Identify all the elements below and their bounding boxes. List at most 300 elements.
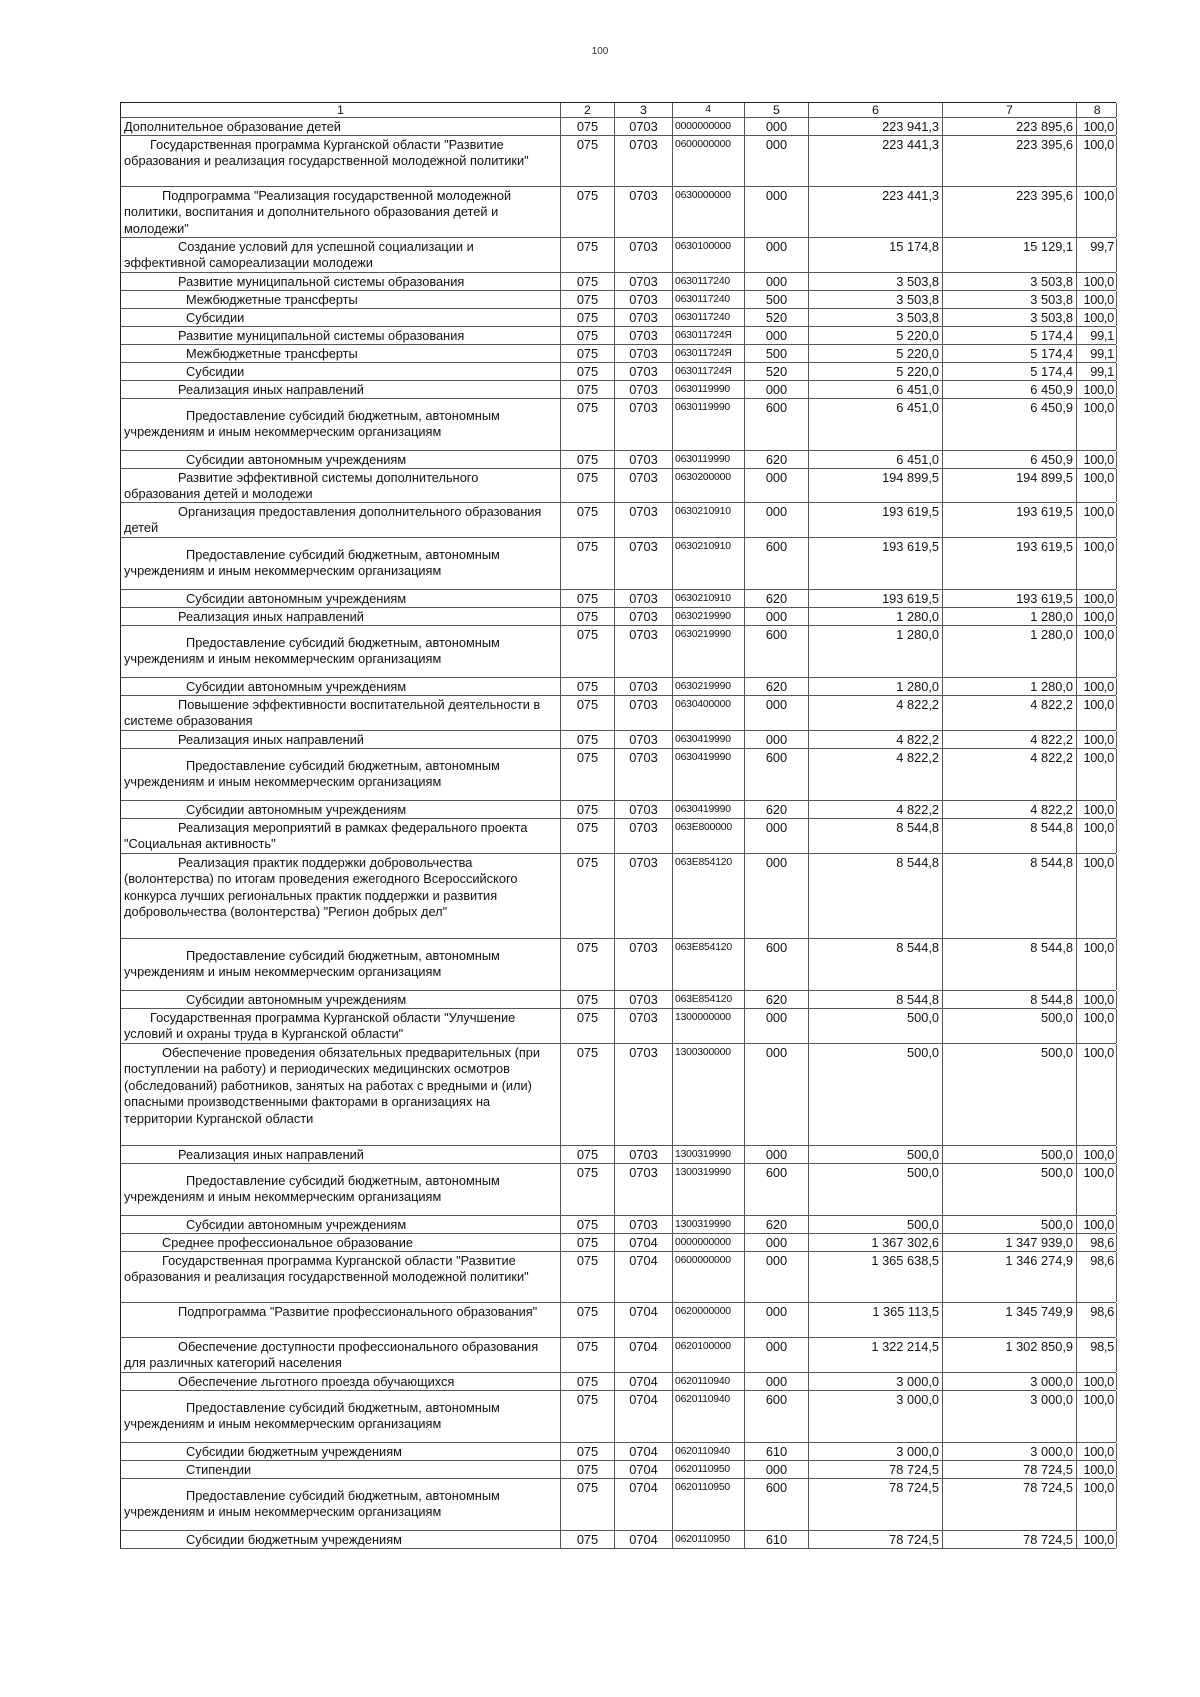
- row-actual-amount-cell: 223 395,6: [943, 136, 1077, 186]
- row-expense-type-cell: 620: [745, 590, 809, 607]
- row-percent-cell: 98,6: [1077, 1234, 1117, 1251]
- row-section-cell: 0703: [615, 136, 673, 186]
- row-name-cell: Предоставление субсидий бюджетным, автономным учреждениям и иным некоммерческим организациям: [121, 749, 561, 800]
- row-expense-type-cell: 000: [745, 1146, 809, 1163]
- row-target-code-cell: 063E854120: [673, 939, 745, 990]
- row-actual-amount-cell: 15 129,1: [943, 238, 1077, 272]
- row-grbs-cell: 075: [561, 678, 615, 695]
- table-row: [120, 538, 1116, 590]
- row-expense-type-cell: 000: [745, 381, 809, 398]
- row-percent-cell: 98,6: [1077, 1303, 1117, 1337]
- row-actual-amount-cell: 6 450,9: [943, 399, 1077, 450]
- row-grbs-cell: 075: [561, 381, 615, 398]
- row-section-cell: 0703: [615, 939, 673, 990]
- row-name-cell: Предоставление субсидий бюджетным, автономным учреждениям и иным некоммерческим организациям: [121, 626, 561, 677]
- header-col-4: 4: [673, 103, 745, 117]
- table-row: [120, 1303, 1116, 1338]
- row-planned-amount-cell: 6 451,0: [809, 451, 943, 468]
- header-col-6: 6: [809, 103, 943, 117]
- row-grbs-cell: 075: [561, 1234, 615, 1251]
- row-expense-type-cell: 000: [745, 1461, 809, 1478]
- row-actual-amount-cell: 3 000,0: [943, 1391, 1077, 1442]
- row-target-code-cell: 063E854120: [673, 854, 745, 938]
- row-actual-amount-cell: 8 544,8: [943, 819, 1077, 853]
- row-expense-type-cell: 000: [745, 1303, 809, 1337]
- header-col-5: 5: [745, 103, 809, 117]
- row-actual-amount-cell: 500,0: [943, 1216, 1077, 1233]
- row-expense-type-cell: 000: [745, 503, 809, 537]
- row-section-cell: 0703: [615, 731, 673, 748]
- table-row: [120, 291, 1116, 309]
- row-percent-cell: 100,0: [1077, 939, 1117, 990]
- table-row: [120, 991, 1116, 1009]
- row-expense-type-cell: 600: [745, 1164, 809, 1215]
- row-actual-amount-cell: 223 895,6: [943, 118, 1077, 135]
- row-planned-amount-cell: 3 503,8: [809, 309, 943, 326]
- row-percent-cell: 100,0: [1077, 819, 1117, 853]
- row-actual-amount-cell: 500,0: [943, 1009, 1077, 1043]
- row-section-cell: 0703: [615, 1216, 673, 1233]
- row-planned-amount-cell: 193 619,5: [809, 503, 943, 537]
- row-expense-type-cell: 000: [745, 469, 809, 502]
- row-expense-type-cell: 600: [745, 538, 809, 589]
- row-planned-amount-cell: 8 544,8: [809, 991, 943, 1008]
- row-actual-amount-cell: 1 347 939,0: [943, 1234, 1077, 1251]
- header-col-3: 3: [615, 103, 673, 117]
- row-percent-cell: 100,0: [1077, 1391, 1117, 1442]
- row-expense-type-cell: 620: [745, 451, 809, 468]
- table-row: [120, 1391, 1116, 1443]
- row-grbs-cell: 075: [561, 469, 615, 502]
- row-section-cell: 0703: [615, 608, 673, 625]
- row-planned-amount-cell: 194 899,5: [809, 469, 943, 502]
- row-grbs-cell: 075: [561, 1303, 615, 1337]
- table-row: [120, 136, 1116, 187]
- header-col-7: 7: [943, 103, 1077, 117]
- row-percent-cell: 100,0: [1077, 1461, 1117, 1478]
- row-section-cell: 0703: [615, 538, 673, 589]
- row-target-code-cell: 0620100000: [673, 1338, 745, 1372]
- row-planned-amount-cell: 500,0: [809, 1164, 943, 1215]
- table-row: [120, 381, 1116, 399]
- row-target-code-cell: 0620110950: [673, 1479, 745, 1530]
- row-expense-type-cell: 000: [745, 238, 809, 272]
- row-section-cell: 0703: [615, 1146, 673, 1163]
- row-grbs-cell: 075: [561, 345, 615, 362]
- row-target-code-cell: 063E800000: [673, 819, 745, 853]
- row-section-cell: 0703: [615, 451, 673, 468]
- table-header-row: [120, 102, 1116, 118]
- row-grbs-cell: 075: [561, 1164, 615, 1215]
- row-target-code-cell: 0630117240: [673, 309, 745, 326]
- row-planned-amount-cell: 3 503,8: [809, 291, 943, 308]
- row-section-cell: 0703: [615, 273, 673, 290]
- row-name-cell: Дополнительное образование детей: [121, 118, 561, 135]
- row-expense-type-cell: 000: [745, 608, 809, 625]
- table-row: [120, 273, 1116, 291]
- row-percent-cell: 99,1: [1077, 363, 1117, 380]
- row-expense-type-cell: 000: [745, 1373, 809, 1390]
- row-actual-amount-cell: 78 724,5: [943, 1461, 1077, 1478]
- row-target-code-cell: 0630117240: [673, 273, 745, 290]
- row-target-code-cell: 1300319990: [673, 1146, 745, 1163]
- row-planned-amount-cell: 500,0: [809, 1009, 943, 1043]
- row-grbs-cell: 075: [561, 1443, 615, 1460]
- row-grbs-cell: 075: [561, 608, 615, 625]
- row-actual-amount-cell: 5 174,4: [943, 345, 1077, 362]
- table-row: [120, 399, 1116, 451]
- row-name-cell: Субсидии бюджетным учреждениям: [121, 1443, 561, 1460]
- row-name-cell: Государственная программа Курганской области "Улучшение условий и охраны труда в Курганской области": [121, 1009, 561, 1043]
- row-percent-cell: 100,0: [1077, 749, 1117, 800]
- row-section-cell: 0703: [615, 345, 673, 362]
- row-actual-amount-cell: 4 822,2: [943, 731, 1077, 748]
- row-grbs-cell: 075: [561, 991, 615, 1008]
- row-name-cell: Обеспечение доступности профессионального образования для различных категорий населения: [121, 1338, 561, 1372]
- row-name-cell: Субсидии автономным учреждениям: [121, 991, 561, 1008]
- page-number: 100: [591, 46, 609, 57]
- table-row: [120, 678, 1116, 696]
- row-target-code-cell: 0620110940: [673, 1391, 745, 1442]
- row-percent-cell: 100,0: [1077, 469, 1117, 502]
- row-name-cell: Межбюджетные трансферты: [121, 291, 561, 308]
- row-actual-amount-cell: 223 395,6: [943, 187, 1077, 237]
- row-planned-amount-cell: 223 441,3: [809, 187, 943, 237]
- row-percent-cell: 100,0: [1077, 381, 1117, 398]
- row-section-cell: 0703: [615, 749, 673, 800]
- row-planned-amount-cell: 193 619,5: [809, 538, 943, 589]
- row-percent-cell: 100,0: [1077, 291, 1117, 308]
- row-target-code-cell: 0000000000: [673, 1234, 745, 1251]
- row-percent-cell: 100,0: [1077, 309, 1117, 326]
- row-planned-amount-cell: 4 822,2: [809, 731, 943, 748]
- row-section-cell: 0703: [615, 381, 673, 398]
- row-expense-type-cell: 600: [745, 939, 809, 990]
- row-target-code-cell: 0630117240: [673, 291, 745, 308]
- row-expense-type-cell: 000: [745, 731, 809, 748]
- row-section-cell: 0703: [615, 291, 673, 308]
- row-expense-type-cell: 620: [745, 1216, 809, 1233]
- row-expense-type-cell: 000: [745, 118, 809, 135]
- row-section-cell: 0703: [615, 1164, 673, 1215]
- table-row: [120, 1373, 1116, 1391]
- row-target-code-cell: 0630419990: [673, 801, 745, 818]
- row-section-cell: 0703: [615, 1044, 673, 1145]
- row-planned-amount-cell: 5 220,0: [809, 327, 943, 344]
- row-actual-amount-cell: 8 544,8: [943, 939, 1077, 990]
- row-percent-cell: 100,0: [1077, 991, 1117, 1008]
- row-planned-amount-cell: 1 365 113,5: [809, 1303, 943, 1337]
- table-row: [120, 309, 1116, 327]
- row-grbs-cell: 075: [561, 187, 615, 237]
- row-actual-amount-cell: 1 280,0: [943, 626, 1077, 677]
- row-expense-type-cell: 000: [745, 1252, 809, 1302]
- row-percent-cell: 100,0: [1077, 608, 1117, 625]
- row-actual-amount-cell: 4 822,2: [943, 749, 1077, 800]
- row-expense-type-cell: 600: [745, 399, 809, 450]
- row-name-cell: Субсидии бюджетным учреждениям: [121, 1531, 561, 1548]
- row-target-code-cell: 0620110940: [673, 1443, 745, 1460]
- row-grbs-cell: 075: [561, 538, 615, 589]
- row-grbs-cell: 075: [561, 939, 615, 990]
- row-target-code-cell: 063011724Я: [673, 327, 745, 344]
- table-row: [120, 626, 1116, 678]
- row-section-cell: 0703: [615, 696, 673, 730]
- row-section-cell: 0703: [615, 118, 673, 135]
- row-grbs-cell: 075: [561, 801, 615, 818]
- row-section-cell: 0703: [615, 238, 673, 272]
- row-expense-type-cell: 000: [745, 1234, 809, 1251]
- row-name-cell: Субсидии автономным учреждениям: [121, 451, 561, 468]
- row-percent-cell: 100,0: [1077, 503, 1117, 537]
- row-planned-amount-cell: 223 941,3: [809, 118, 943, 135]
- row-section-cell: 0704: [615, 1373, 673, 1390]
- row-grbs-cell: 075: [561, 819, 615, 853]
- row-expense-type-cell: 600: [745, 749, 809, 800]
- table-row: [120, 451, 1116, 469]
- row-grbs-cell: 075: [561, 626, 615, 677]
- row-expense-type-cell: 620: [745, 991, 809, 1008]
- row-planned-amount-cell: 78 724,5: [809, 1461, 943, 1478]
- row-expense-type-cell: 000: [745, 819, 809, 853]
- row-actual-amount-cell: 3 000,0: [943, 1443, 1077, 1460]
- row-actual-amount-cell: 5 174,4: [943, 363, 1077, 380]
- row-name-cell: Межбюджетные трансферты: [121, 345, 561, 362]
- row-name-cell: Субсидии: [121, 363, 561, 380]
- row-expense-type-cell: 000: [745, 854, 809, 938]
- row-target-code-cell: 0620110950: [673, 1461, 745, 1478]
- table-row: [120, 1216, 1116, 1234]
- row-name-cell: Повышение эффективности воспитательной деятельности в системе образования: [121, 696, 561, 730]
- row-actual-amount-cell: 78 724,5: [943, 1531, 1077, 1548]
- table-row: [120, 819, 1116, 854]
- row-target-code-cell: 0630419990: [673, 731, 745, 748]
- row-target-code-cell: 0630210910: [673, 538, 745, 589]
- row-target-code-cell: 0600000000: [673, 136, 745, 186]
- row-actual-amount-cell: 5 174,4: [943, 327, 1077, 344]
- row-name-cell: Создание условий для успешной социализации и эффективной самореализации молодежи: [121, 238, 561, 272]
- row-name-cell: Государственная программа Курганской области "Развитие образования и реализация государственной молодежной политики": [121, 136, 561, 186]
- row-percent-cell: 100,0: [1077, 399, 1117, 450]
- table-row: [120, 1479, 1116, 1531]
- row-actual-amount-cell: 1 302 850,9: [943, 1338, 1077, 1372]
- row-target-code-cell: 1300319990: [673, 1216, 745, 1233]
- row-name-cell: Субсидии автономным учреждениям: [121, 678, 561, 695]
- row-planned-amount-cell: 4 822,2: [809, 801, 943, 818]
- table-row: [120, 118, 1116, 136]
- row-actual-amount-cell: 4 822,2: [943, 696, 1077, 730]
- row-percent-cell: 100,0: [1077, 273, 1117, 290]
- row-grbs-cell: 075: [561, 590, 615, 607]
- row-planned-amount-cell: 1 280,0: [809, 626, 943, 677]
- row-planned-amount-cell: 1 280,0: [809, 608, 943, 625]
- row-name-cell: Реализация иных направлений: [121, 608, 561, 625]
- row-section-cell: 0704: [615, 1479, 673, 1530]
- row-percent-cell: 99,1: [1077, 345, 1117, 362]
- row-actual-amount-cell: 194 899,5: [943, 469, 1077, 502]
- row-grbs-cell: 075: [561, 1479, 615, 1530]
- table-row: [120, 238, 1116, 273]
- row-grbs-cell: 075: [561, 1338, 615, 1372]
- row-grbs-cell: 075: [561, 238, 615, 272]
- row-actual-amount-cell: 4 822,2: [943, 801, 1077, 818]
- row-target-code-cell: 0620000000: [673, 1303, 745, 1337]
- table-row: [120, 1234, 1116, 1252]
- row-percent-cell: 100,0: [1077, 696, 1117, 730]
- row-percent-cell: 100,0: [1077, 731, 1117, 748]
- row-target-code-cell: 0620110940: [673, 1373, 745, 1390]
- row-percent-cell: 100,0: [1077, 1164, 1117, 1215]
- table-body: [120, 118, 1116, 1549]
- row-grbs-cell: 075: [561, 363, 615, 380]
- row-expense-type-cell: 520: [745, 363, 809, 380]
- row-section-cell: 0704: [615, 1252, 673, 1302]
- row-planned-amount-cell: 8 544,8: [809, 819, 943, 853]
- row-name-cell: Реализация практик поддержки добровольчества (волонтерства) по итогам проведения ежегодного Всероссийского конкурса лучших региональных практик поддержки и развития добровольчества (волонтерства) "Регион добрых дел": [121, 854, 561, 938]
- row-expense-type-cell: 000: [745, 1009, 809, 1043]
- row-planned-amount-cell: 3 000,0: [809, 1373, 943, 1390]
- row-expense-type-cell: 000: [745, 327, 809, 344]
- row-target-code-cell: 1300000000: [673, 1009, 745, 1043]
- row-name-cell: Развитие муниципальной системы образования: [121, 273, 561, 290]
- row-grbs-cell: 075: [561, 273, 615, 290]
- row-expense-type-cell: 000: [745, 136, 809, 186]
- row-planned-amount-cell: 15 174,8: [809, 238, 943, 272]
- row-percent-cell: 99,1: [1077, 327, 1117, 344]
- row-section-cell: 0704: [615, 1461, 673, 1478]
- row-percent-cell: 100,0: [1077, 1044, 1117, 1145]
- row-target-code-cell: 1300319990: [673, 1164, 745, 1215]
- row-name-cell: Развитие эффективной системы дополнительного образования детей и молодежи: [121, 469, 561, 502]
- row-name-cell: Подпрограмма "Развитие профессионального образования": [121, 1303, 561, 1337]
- row-expense-type-cell: 520: [745, 309, 809, 326]
- row-target-code-cell: 0630219990: [673, 678, 745, 695]
- row-target-code-cell: 0630200000: [673, 469, 745, 502]
- row-section-cell: 0704: [615, 1391, 673, 1442]
- row-planned-amount-cell: 223 441,3: [809, 136, 943, 186]
- row-planned-amount-cell: 1 322 214,5: [809, 1338, 943, 1372]
- row-expense-type-cell: 600: [745, 626, 809, 677]
- row-planned-amount-cell: 1 365 638,5: [809, 1252, 943, 1302]
- row-percent-cell: 100,0: [1077, 1009, 1117, 1043]
- row-actual-amount-cell: 3 000,0: [943, 1373, 1077, 1390]
- row-grbs-cell: 075: [561, 1044, 615, 1145]
- row-expense-type-cell: 600: [745, 1391, 809, 1442]
- row-percent-cell: 100,0: [1077, 1443, 1117, 1460]
- row-planned-amount-cell: 1 280,0: [809, 678, 943, 695]
- row-name-cell: Субсидии автономным учреждениям: [121, 801, 561, 818]
- row-target-code-cell: 0630000000: [673, 187, 745, 237]
- row-percent-cell: 100,0: [1077, 136, 1117, 186]
- row-target-code-cell: 0620110950: [673, 1531, 745, 1548]
- row-section-cell: 0703: [615, 469, 673, 502]
- row-name-cell: Предоставление субсидий бюджетным, автономным учреждениям и иным некоммерческим организациям: [121, 399, 561, 450]
- row-section-cell: 0704: [615, 1303, 673, 1337]
- row-name-cell: Подпрограмма "Реализация государственной молодежной политики, воспитания и дополнительного образования детей и молодежи": [121, 187, 561, 237]
- row-name-cell: Реализация иных направлений: [121, 381, 561, 398]
- row-name-cell: Развитие муниципальной системы образования: [121, 327, 561, 344]
- row-planned-amount-cell: 78 724,5: [809, 1531, 943, 1548]
- row-planned-amount-cell: 4 822,2: [809, 696, 943, 730]
- row-grbs-cell: 075: [561, 1373, 615, 1390]
- row-percent-cell: 100,0: [1077, 1373, 1117, 1390]
- row-target-code-cell: 0630210910: [673, 503, 745, 537]
- row-target-code-cell: 0630100000: [673, 238, 745, 272]
- row-percent-cell: 100,0: [1077, 538, 1117, 589]
- row-actual-amount-cell: 6 450,9: [943, 451, 1077, 468]
- row-section-cell: 0703: [615, 309, 673, 326]
- row-grbs-cell: 075: [561, 696, 615, 730]
- row-target-code-cell: 0000000000: [673, 118, 745, 135]
- row-actual-amount-cell: 1 346 274,9: [943, 1252, 1077, 1302]
- row-percent-cell: 100,0: [1077, 626, 1117, 677]
- row-grbs-cell: 075: [561, 731, 615, 748]
- table-row: [120, 363, 1116, 381]
- row-target-code-cell: 0600000000: [673, 1252, 745, 1302]
- row-actual-amount-cell: 3 503,8: [943, 291, 1077, 308]
- table-row: [120, 1443, 1116, 1461]
- table-row: [120, 1146, 1116, 1164]
- row-grbs-cell: 075: [561, 1461, 615, 1478]
- row-actual-amount-cell: 78 724,5: [943, 1479, 1077, 1530]
- row-actual-amount-cell: 193 619,5: [943, 503, 1077, 537]
- row-expense-type-cell: 000: [745, 1338, 809, 1372]
- row-target-code-cell: 0630119990: [673, 451, 745, 468]
- row-actual-amount-cell: 500,0: [943, 1164, 1077, 1215]
- row-percent-cell: 100,0: [1077, 451, 1117, 468]
- row-target-code-cell: 0630219990: [673, 608, 745, 625]
- header-col-8: 8: [1077, 103, 1117, 117]
- row-expense-type-cell: 620: [745, 678, 809, 695]
- row-actual-amount-cell: 1 280,0: [943, 608, 1077, 625]
- row-target-code-cell: 0630219990: [673, 626, 745, 677]
- row-percent-cell: 98,5: [1077, 1338, 1117, 1372]
- row-planned-amount-cell: 3 503,8: [809, 273, 943, 290]
- row-name-cell: Предоставление субсидий бюджетным, автономным учреждениям и иным некоммерческим организациям: [121, 1164, 561, 1215]
- row-planned-amount-cell: 500,0: [809, 1044, 943, 1145]
- row-grbs-cell: 075: [561, 1391, 615, 1442]
- row-expense-type-cell: 500: [745, 291, 809, 308]
- row-percent-cell: 100,0: [1077, 187, 1117, 237]
- row-section-cell: 0703: [615, 991, 673, 1008]
- row-percent-cell: 100,0: [1077, 801, 1117, 818]
- row-section-cell: 0703: [615, 819, 673, 853]
- row-planned-amount-cell: 3 000,0: [809, 1443, 943, 1460]
- table-row: [120, 1461, 1116, 1479]
- row-target-code-cell: 063011724Я: [673, 345, 745, 362]
- row-section-cell: 0703: [615, 399, 673, 450]
- row-section-cell: 0703: [615, 187, 673, 237]
- row-name-cell: Обеспечение проведения обязательных предварительных (при поступлении на работу) и периодических медицинских осмотров (обследований) работников, занятых на работах с вредными и (или) опасными производственными факторами в организациях на территории Курганской области: [121, 1044, 561, 1145]
- row-grbs-cell: 075: [561, 136, 615, 186]
- row-expense-type-cell: 000: [745, 1044, 809, 1145]
- row-grbs-cell: 075: [561, 327, 615, 344]
- table-row: [120, 187, 1116, 238]
- row-target-code-cell: 0630119990: [673, 399, 745, 450]
- row-percent-cell: 99,7: [1077, 238, 1117, 272]
- row-section-cell: 0704: [615, 1443, 673, 1460]
- row-section-cell: 0704: [615, 1531, 673, 1548]
- row-name-cell: Субсидии автономным учреждениям: [121, 1216, 561, 1233]
- row-planned-amount-cell: 6 451,0: [809, 381, 943, 398]
- row-name-cell: Реализация иных направлений: [121, 731, 561, 748]
- row-actual-amount-cell: 8 544,8: [943, 854, 1077, 938]
- table-row: [120, 1252, 1116, 1303]
- row-actual-amount-cell: 8 544,8: [943, 991, 1077, 1008]
- row-planned-amount-cell: 193 619,5: [809, 590, 943, 607]
- row-percent-cell: 100,0: [1077, 1531, 1117, 1548]
- row-name-cell: Реализация иных направлений: [121, 1146, 561, 1163]
